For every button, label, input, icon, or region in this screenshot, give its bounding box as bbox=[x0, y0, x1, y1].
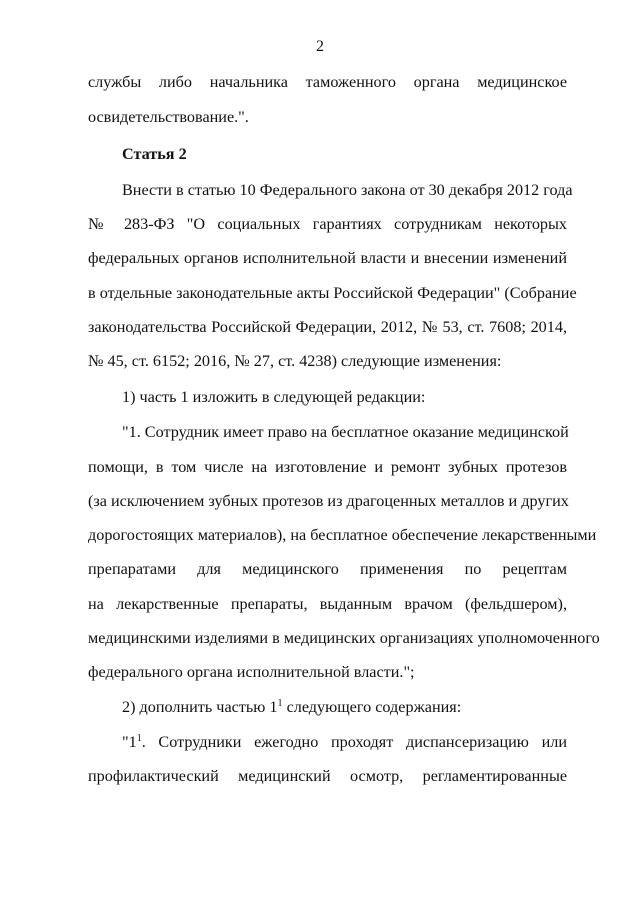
text-line bbox=[122, 697, 461, 717]
page-number: 2 bbox=[316, 38, 324, 55]
text-line: № 45, ст. 6152; 2016, № 27, ст. 4238) следующие изменения: bbox=[88, 352, 502, 370]
text-line: медицинскими изделиями в медицинских организациях уполномоченного bbox=[88, 629, 600, 647]
text-line: помощи, в том числе на изготовление и ремонт зубных протезов bbox=[88, 458, 567, 476]
text-line: № 283-ФЗ "О социальных гарантиях сотрудникам некоторых bbox=[88, 215, 567, 233]
text-fragment: 2) дополнить частью 1 bbox=[122, 698, 278, 716]
article-heading: Статья 2 bbox=[122, 145, 187, 163]
text-line: "1. Сотрудник имеет право на бесплатное оказание медицинской bbox=[122, 423, 569, 441]
text-line: Внести в статью 10 Федерального закона от 30 декабря 2012 года bbox=[122, 181, 573, 199]
text-line: законодательства Российской Федерации, 2012, № 53, ст. 7608; 2014, bbox=[88, 318, 567, 336]
text-line: препаратами для медицинского применения по рецептам bbox=[88, 560, 567, 578]
text-line: (за исключением зубных протезов из драгоценных металлов и других bbox=[88, 492, 569, 510]
text-line: федерального органа исполнительной власти."; bbox=[88, 663, 415, 681]
text-line bbox=[122, 732, 567, 752]
text-line: на лекарственные препараты, выданным врачом (фельдшером), bbox=[88, 595, 567, 613]
text-line: в отдельные законодательные акты Российской Федерации" (Собрание bbox=[88, 284, 577, 302]
text-line: освидетельствование.". bbox=[88, 108, 249, 126]
text-line: дорогостоящих материалов), на бесплатное обеспечение лекарственными bbox=[88, 526, 597, 544]
superscript: 1 bbox=[136, 733, 142, 744]
text-line: 1) часть 1 изложить в следующей редакции: bbox=[122, 388, 426, 406]
text-line: службы либо начальника таможенного органа медицинское bbox=[88, 73, 567, 91]
text-fragment: . Сотрудники ежегодно проходят диспансеризацию или bbox=[141, 733, 567, 751]
text-line: профилактический медицинский осмотр, регламентированные bbox=[88, 767, 567, 785]
text-fragment: "1 bbox=[122, 733, 137, 751]
superscript: 1 bbox=[277, 698, 283, 709]
text-fragment: следующего содержания: bbox=[282, 698, 462, 716]
text-line: федеральных органов исполнительной власти и внесении изменений bbox=[88, 249, 567, 267]
